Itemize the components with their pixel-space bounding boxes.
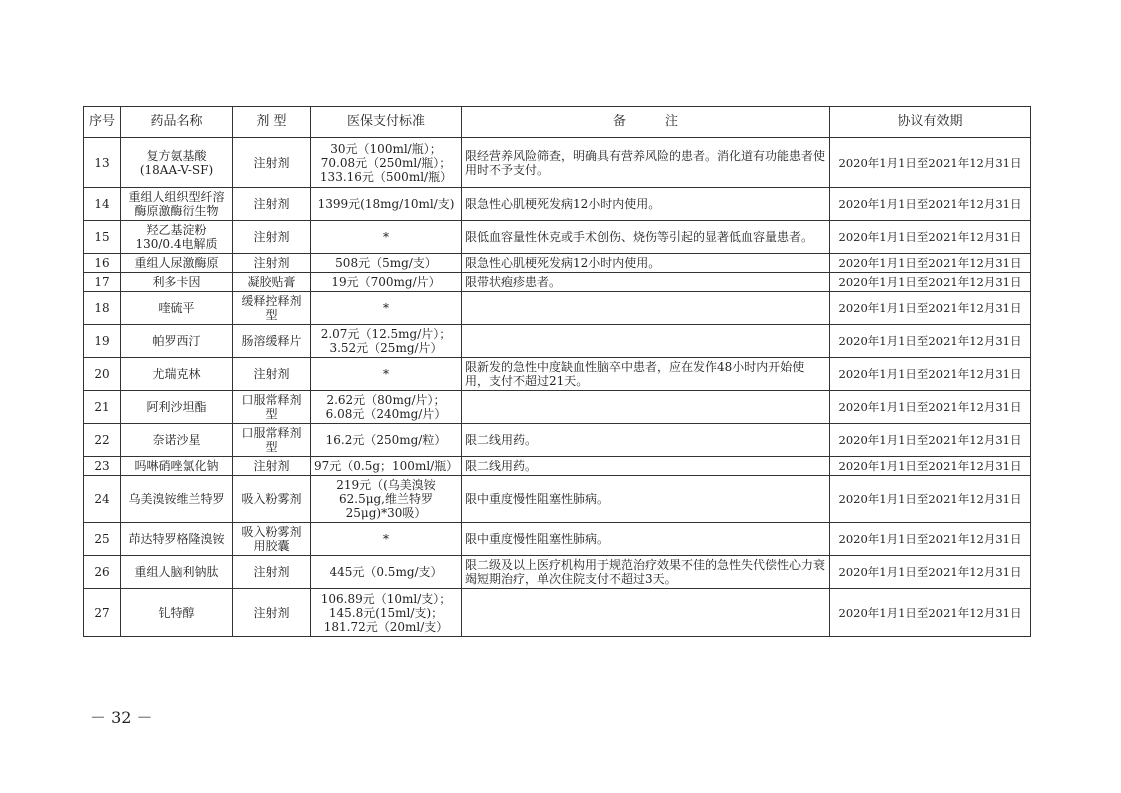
cell-payment-standard: 97元（0.5g；100ml/瓶） <box>311 457 462 476</box>
cell-no: 24 <box>84 476 121 523</box>
cell-validity: 2020年1月1日至2021年12月31日 <box>830 556 1031 589</box>
table-row <box>84 556 1031 589</box>
header-validity: 协议有效期 <box>830 107 1031 138</box>
cell-drug-name: 乌美溴铵维兰特罗 <box>121 476 233 523</box>
cell-drug-name: 复方氨基酸 (18AA-V-SF) <box>121 138 233 188</box>
cell-drug-name: 重组人尿激酶原 <box>121 254 233 273</box>
cell-note <box>462 589 830 637</box>
cell-note <box>462 292 830 325</box>
cell-validity: 2020年1月1日至2021年12月31日 <box>830 589 1031 637</box>
drug-table <box>83 106 1031 637</box>
cell-payment-standard: 508元（5mg/支） <box>311 254 462 273</box>
table-row <box>84 358 1031 391</box>
cell-no: 17 <box>84 273 121 292</box>
table-row <box>84 254 1031 273</box>
cell-no: 27 <box>84 589 121 637</box>
cell-dosage-form: 注射剂 <box>233 221 311 254</box>
cell-no: 14 <box>84 188 121 221</box>
cell-dosage-form: 肠溶缓释片 <box>233 325 311 358</box>
table-row <box>84 457 1031 476</box>
cell-dosage-form: 注射剂 <box>233 457 311 476</box>
cell-note: 限二线用药。 <box>462 457 830 476</box>
cell-payment-standard: 219元（(乌美溴铵62.5μg,维兰特罗25μg)*30吸） <box>311 476 462 523</box>
header-note: 备 注 <box>462 107 830 138</box>
header-name: 药品名称 <box>121 107 233 138</box>
cell-no: 16 <box>84 254 121 273</box>
cell-dosage-form: 凝胶贴膏 <box>233 273 311 292</box>
cell-payment-standard: 19元（700mg/片） <box>311 273 462 292</box>
cell-drug-name: 奈诺沙星 <box>121 424 233 457</box>
cell-validity: 2020年1月1日至2021年12月31日 <box>830 391 1031 424</box>
header-standard: 医保支付标准 <box>311 107 462 138</box>
cell-dosage-form: 注射剂 <box>233 589 311 637</box>
cell-dosage-form: 注射剂 <box>233 254 311 273</box>
cell-dosage-form: 注射剂 <box>233 556 311 589</box>
cell-note: 限低血容量性休克或手术创伤、烧伤等引起的显著低血容量患者。 <box>462 221 830 254</box>
cell-note: 限二线用药。 <box>462 424 830 457</box>
cell-payment-standard: * <box>311 292 462 325</box>
cell-dosage-form: 注射剂 <box>233 138 311 188</box>
cell-note: 限中重度慢性阻塞性肺病。 <box>462 523 830 556</box>
cell-no: 19 <box>84 325 121 358</box>
cell-dosage-form: 缓释控释剂型 <box>233 292 311 325</box>
table-header-row <box>84 107 1031 138</box>
header-no: 序号 <box>84 107 121 138</box>
cell-no: 23 <box>84 457 121 476</box>
cell-payment-standard: 1399元(18mg/10ml/支) <box>311 188 462 221</box>
cell-dosage-form: 吸入粉雾剂用胶囊 <box>233 523 311 556</box>
table-row <box>84 138 1031 188</box>
cell-validity: 2020年1月1日至2021年12月31日 <box>830 188 1031 221</box>
cell-drug-name: 重组人脑利钠肽 <box>121 556 233 589</box>
cell-payment-standard: 445元（0.5mg/支） <box>311 556 462 589</box>
cell-note <box>462 325 830 358</box>
cell-validity: 2020年1月1日至2021年12月31日 <box>830 358 1031 391</box>
cell-note: 限急性心肌梗死发病12小时内使用。 <box>462 188 830 221</box>
cell-validity: 2020年1月1日至2021年12月31日 <box>830 254 1031 273</box>
cell-validity: 2020年1月1日至2021年12月31日 <box>830 221 1031 254</box>
cell-drug-name: 吗啉硝唑氯化钠 <box>121 457 233 476</box>
cell-note: 限二级及以上医疗机构用于规范治疗效果不佳的急性失代偿性心力衰竭短期治疗，单次住院支付不超过3天。 <box>462 556 830 589</box>
header-form: 剂 型 <box>233 107 311 138</box>
cell-drug-name: 茚达特罗格隆溴铵 <box>121 523 233 556</box>
cell-note: 限急性心肌梗死发病12小时内使用。 <box>462 254 830 273</box>
table-row <box>84 292 1031 325</box>
cell-payment-standard: * <box>311 523 462 556</box>
cell-validity: 2020年1月1日至2021年12月31日 <box>830 457 1031 476</box>
cell-payment-standard: 2.07元（12.5mg/片）； 3.52元（25mg/片） <box>311 325 462 358</box>
table-row <box>84 273 1031 292</box>
cell-validity: 2020年1月1日至2021年12月31日 <box>830 523 1031 556</box>
cell-dosage-form: 注射剂 <box>233 358 311 391</box>
cell-payment-standard: 16.2元（250mg/粒） <box>311 424 462 457</box>
table-row <box>84 424 1031 457</box>
table-row <box>84 523 1031 556</box>
cell-no: 18 <box>84 292 121 325</box>
page-number: － 32 － <box>90 708 153 727</box>
cell-no: 25 <box>84 523 121 556</box>
cell-drug-name: 钆特醇 <box>121 589 233 637</box>
cell-validity: 2020年1月1日至2021年12月31日 <box>830 292 1031 325</box>
cell-validity: 2020年1月1日至2021年12月31日 <box>830 138 1031 188</box>
cell-payment-standard: 2.62元（80mg/片）； 6.08元（240mg/片） <box>311 391 462 424</box>
cell-note: 限经营养风险筛查，明确具有营养风险的患者。消化道有功能患者使用时不予支付。 <box>462 138 830 188</box>
cell-payment-standard: 106.89元（10ml/支）； 145.8元(15ml/支)； 181.72元（20ml/支） <box>311 589 462 637</box>
cell-dosage-form: 口服常释剂型 <box>233 424 311 457</box>
table-row <box>84 391 1031 424</box>
table-row <box>84 476 1031 523</box>
cell-no: 22 <box>84 424 121 457</box>
cell-payment-standard: * <box>311 221 462 254</box>
cell-validity: 2020年1月1日至2021年12月31日 <box>830 424 1031 457</box>
cell-validity: 2020年1月1日至2021年12月31日 <box>830 476 1031 523</box>
cell-drug-name: 重组人组织型纤溶酶原激酶衍生物 <box>121 188 233 221</box>
cell-note <box>462 391 830 424</box>
cell-drug-name: 尤瑞克林 <box>121 358 233 391</box>
cell-drug-name: 阿利沙坦酯 <box>121 391 233 424</box>
cell-drug-name: 利多卡因 <box>121 273 233 292</box>
table-row <box>84 325 1031 358</box>
cell-dosage-form: 口服常释剂型 <box>233 391 311 424</box>
cell-note: 限新发的急性中度缺血性脑卒中患者，应在发作48小时内开始使用，支付不超过21天。 <box>462 358 830 391</box>
cell-note: 限带状疱疹患者。 <box>462 273 830 292</box>
cell-no: 21 <box>84 391 121 424</box>
cell-payment-standard: * <box>311 358 462 391</box>
cell-note: 限中重度慢性阻塞性肺病。 <box>462 476 830 523</box>
cell-dosage-form: 吸入粉雾剂 <box>233 476 311 523</box>
cell-drug-name: 帕罗西汀 <box>121 325 233 358</box>
cell-no: 15 <box>84 221 121 254</box>
cell-drug-name: 羟乙基淀粉 130/0.4电解质 <box>121 221 233 254</box>
table-row <box>84 221 1031 254</box>
cell-no: 20 <box>84 358 121 391</box>
cell-payment-standard: 30元（100ml/瓶）； 70.08元（250ml/瓶）； 133.16元（500ml/瓶） <box>311 138 462 188</box>
cell-dosage-form: 注射剂 <box>233 188 311 221</box>
cell-validity: 2020年1月1日至2021年12月31日 <box>830 325 1031 358</box>
cell-no: 26 <box>84 556 121 589</box>
table-row <box>84 589 1031 637</box>
cell-validity: 2020年1月1日至2021年12月31日 <box>830 273 1031 292</box>
table-row <box>84 188 1031 221</box>
cell-drug-name: 喹硫平 <box>121 292 233 325</box>
cell-no: 13 <box>84 138 121 188</box>
